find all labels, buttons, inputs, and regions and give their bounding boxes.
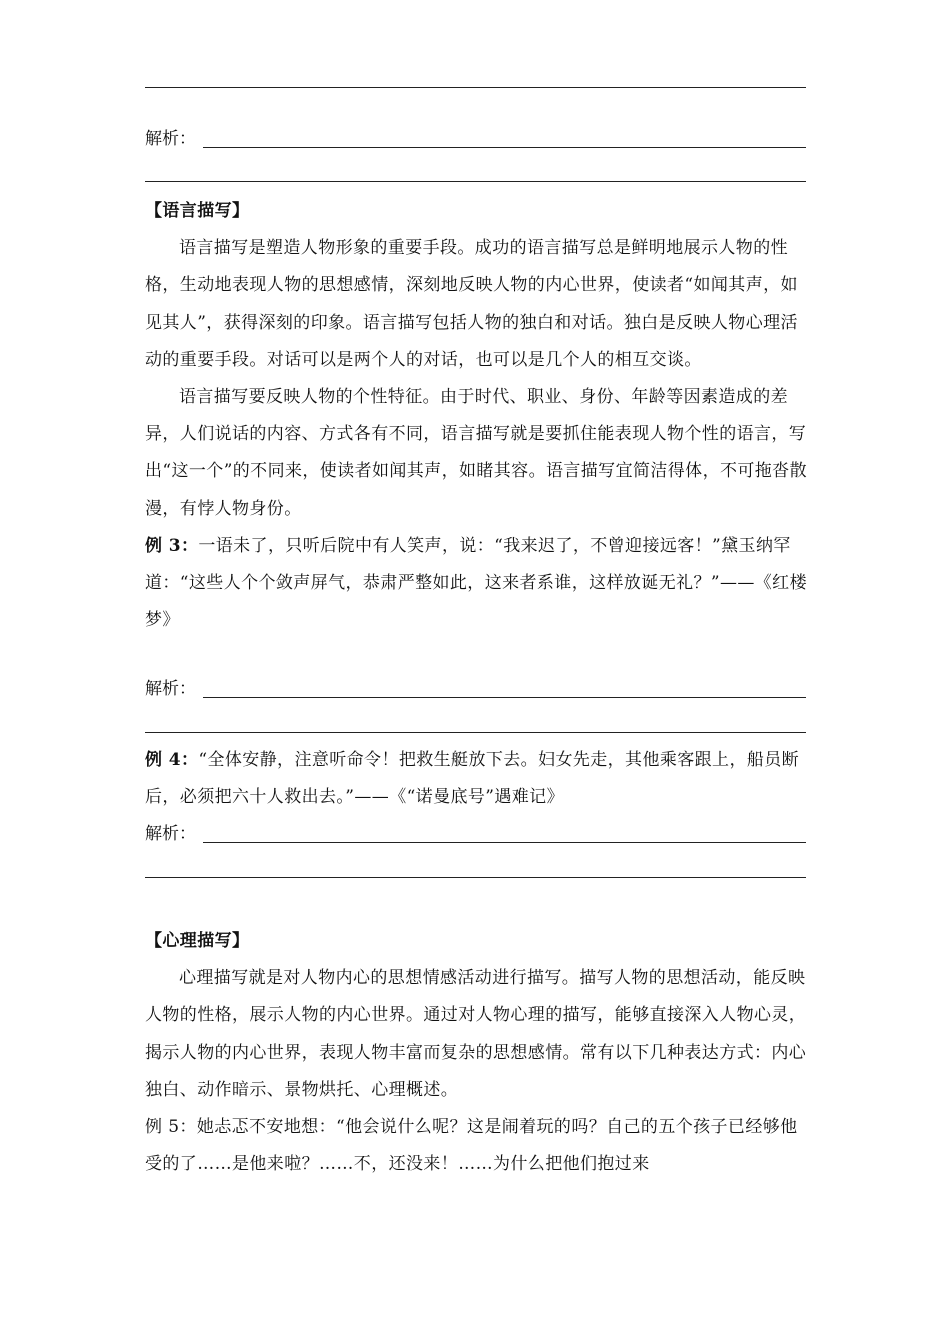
answer-line	[145, 87, 806, 88]
analysis-label: 解析：	[145, 129, 196, 149]
analysis-row	[145, 822, 806, 846]
analysis-row	[145, 677, 806, 701]
example-4	[145, 742, 807, 816]
paragraph: 语言描写是塑造人物形象的重要手段。成功的语言描写总是鲜明地展示人物的性格，生动地表现人物的思想感情，深刻地反映人物的内心世界，使读者“如闻其声，如见其人”，获得深刻的印象。语言描写包括人物的独白和对话。独白是反映人物心理活动的重要手段。对话可以是两个人的对话，也可以是几个人的相互交谈。	[145, 238, 798, 370]
example-3	[145, 528, 807, 640]
analysis-row	[145, 127, 806, 151]
paragraph: 语言描写要反映人物的个性特征。由于时代、职业、身份、年龄等因素造成的差异，人们说话的内容、方式各有不同，语言描写就是要抓住能表现人物个性的语言，写出“这一个”的不同来，使读者如闻其声，如睹其容。语言描写宜简洁得体，不可拖沓散漫，有悖人物身份。	[145, 387, 807, 519]
language-section	[145, 193, 807, 639]
example-text: “全体安静，注意听命令！把救生艇放下去。妇女先走，其他乘客跟上，船员断后，必须把六十人救出去。”——《“诺曼底号”遇难记》	[145, 750, 800, 808]
example-text: 一语未了，只听后院中有人笑声，说：“我来迟了，不曾迎接远客！”黛玉纳罕道：“这些人个个敛声屏气，恭肃严整如此，这来者系谁，这样放诞无礼？”——《红楼梦》	[145, 535, 807, 631]
answer-blank[interactable]	[203, 842, 806, 843]
example-label: 例 5：	[145, 1117, 197, 1138]
example-4-block	[145, 742, 807, 816]
section-heading: 【语言描写】	[145, 201, 250, 221]
section-heading: 【心理描写】	[145, 931, 250, 951]
psychology-section	[145, 923, 807, 1183]
example-5	[145, 1109, 807, 1183]
example-label: 例 3：	[145, 535, 199, 556]
answer-line[interactable]	[145, 181, 806, 182]
example-label: 例 4：	[145, 750, 199, 770]
example-text: 她忐忑不安地想：“他会说什么呢？这是闹着玩的吗？自己的五个孩子已经够他受的了……是他来啦？……不，还没来！……为什么把他们抱过来	[145, 1117, 798, 1175]
answer-line[interactable]	[145, 732, 806, 733]
paragraph: 心理描写就是对人物内心的思想情感活动进行描写。描写人物的思想活动，能反映人物的性格，展示人物的内心世界。通过对人物心理的描写，能够直接深入人物心灵，揭示人物的内心世界，表现人物丰富而复杂的思想感情。常有以下几种表达方式：内心独白、动作暗示、景物烘托、心理概述。	[145, 968, 807, 1100]
answer-line[interactable]	[145, 877, 806, 878]
answer-blank[interactable]	[203, 697, 806, 698]
analysis-label: 解析：	[145, 824, 196, 844]
answer-blank[interactable]	[203, 147, 806, 148]
analysis-label: 解析：	[145, 679, 196, 699]
